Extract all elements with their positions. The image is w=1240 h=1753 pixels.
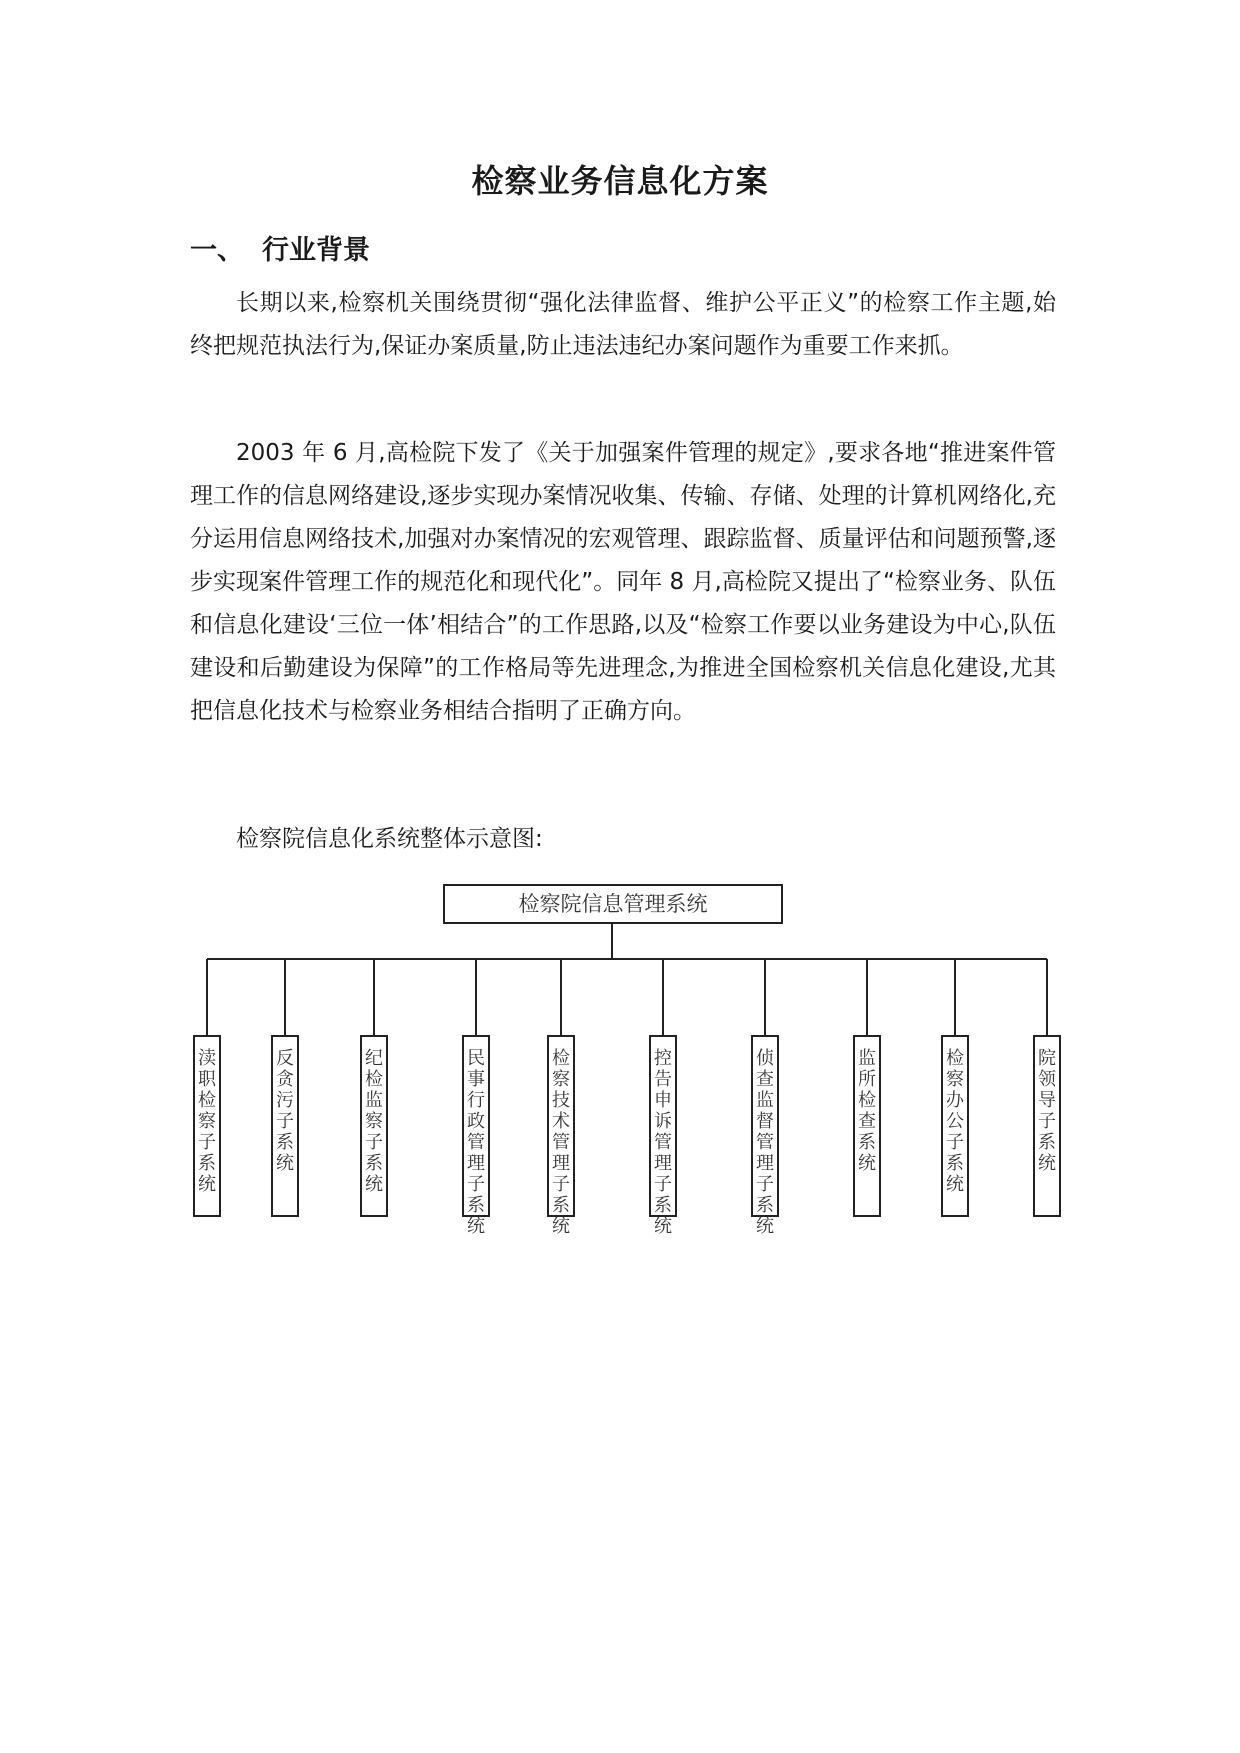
subsystem-node (194, 959, 220, 1216)
subsystem-label: 院领导子系统 (1038, 1048, 1056, 1174)
section-heading-text: 行业背景 (262, 235, 370, 266)
subsystem-node (942, 959, 968, 1216)
subsystem-label: 控告申诉管理子系统 (654, 1048, 672, 1237)
subsystem-node (463, 959, 489, 1237)
subsystem-label: 监所检查系统 (858, 1048, 876, 1174)
diagram-root (444, 885, 782, 923)
document-title: 检察业务信息化方案 (471, 162, 769, 200)
diagram-children (194, 959, 1060, 1237)
subsystem-node (548, 959, 574, 1237)
section-number: 一、 (190, 235, 244, 266)
subsystem-node (272, 959, 298, 1216)
subsystem-label: 民事行政管理子系统 (467, 1048, 485, 1237)
subsystem-node (752, 959, 778, 1237)
root-label: 检察院信息管理系统 (518, 892, 708, 916)
subsystem-label: 侦查监督管理子系统 (756, 1048, 774, 1237)
subsystem-label: 检察技术管理子系统 (552, 1048, 570, 1237)
paragraph-history: 2003 年 6 月,高检院下发了《关于加强案件管理的规定》,要求各地“推进案件管理工作的信息网络建设,逐步实现办案情况收集、传输、存储、处理的计算机网络化,充分运用信息网络技术,加强对办案情况的宏观管理、跟踪监督、质量评估和问题预警,逐步实现案件管理工作的规范化和现代化”。同年 8 月,高检院又提出了“检察业务、队伍和信息化建设‘三位一体’相结合”的工作思路,以及“检察工作要以业务建设为中心,队伍建设和后勤建设为保障”的工作格局等先进理念,为推进全国检察机关信息化建设,尤其把信息化技术与检察业务相结合指明了正确方向。 (190, 440, 1056, 724)
subsystem-node (854, 959, 880, 1216)
subsystem-label: 反贪污子系统 (276, 1048, 294, 1174)
subsystem-node (361, 959, 387, 1216)
subsystem-node (650, 959, 676, 1237)
paragraph-intro: 长期以来,检察机关围绕贯彻“强化法律监督、维护公平正义”的检察工作主题,始终把规范执法行为,保证办案质量,防止违法违纪办案问题作为重要工作来抓。 (190, 290, 1056, 359)
subsystem-label: 检察办公子系统 (946, 1048, 964, 1195)
subsystem-node (1034, 959, 1060, 1216)
paragraph-diagram-caption: 检察院信息化系统整体示意图: (236, 826, 543, 852)
subsystem-label: 纪检监察子系统 (365, 1048, 383, 1195)
subsystem-label: 渎职检察子系统 (198, 1048, 216, 1195)
